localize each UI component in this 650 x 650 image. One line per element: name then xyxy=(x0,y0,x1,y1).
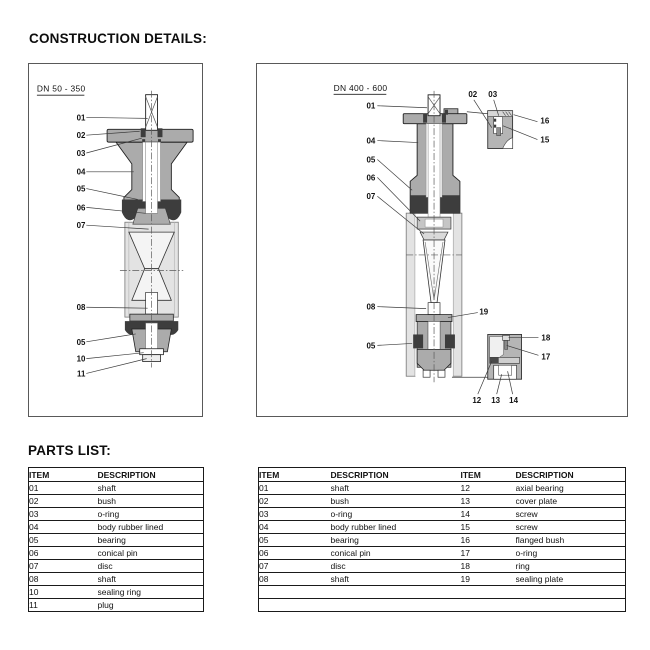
callout-label: 03 xyxy=(488,89,498,99)
item-cell: 03 xyxy=(29,508,98,521)
table-row xyxy=(259,547,626,560)
item-cell: 02 xyxy=(29,495,98,508)
callout-label: 14 xyxy=(509,396,519,406)
callout-label: 02 xyxy=(468,89,478,99)
item-cell: 10 xyxy=(29,586,98,599)
description-cell xyxy=(331,586,461,599)
item-cell xyxy=(259,599,331,612)
table-row xyxy=(29,495,204,508)
callout-label: 12 xyxy=(472,396,482,406)
table-header-row xyxy=(259,468,626,482)
table-row xyxy=(29,521,204,534)
description-cell: shaft xyxy=(98,573,204,586)
table-row xyxy=(29,482,204,495)
item-cell: 11 xyxy=(29,599,98,612)
description-cell: bush xyxy=(98,495,204,508)
item-cell: 08 xyxy=(29,573,98,586)
table-row xyxy=(29,586,204,599)
description-cell: shaft xyxy=(98,482,204,495)
parts-table-dn400-600 xyxy=(258,467,626,612)
item-cell: 16 xyxy=(461,534,516,547)
callout-label: 05 xyxy=(366,155,376,165)
valve-drawing-dn50-350 xyxy=(29,64,202,416)
description-cell xyxy=(331,599,461,612)
callout-label: 01 xyxy=(76,113,86,123)
size-range-label: DN 400 - 600 xyxy=(333,82,388,93)
parts-list-title: PARTS LIST: xyxy=(28,443,111,458)
description-cell: o-ring xyxy=(98,508,204,521)
column-header-description: DESCRIPTION xyxy=(331,468,461,482)
column-header-item: ITEM xyxy=(29,468,98,482)
valve-drawing-dn400-600 xyxy=(257,64,627,416)
callout-label: 08 xyxy=(366,302,376,312)
description-cell: bearing xyxy=(98,534,204,547)
diagram-panel-dn400-600 xyxy=(256,63,628,417)
callout-label: 07 xyxy=(76,221,86,231)
item-cell: 05 xyxy=(259,534,331,547)
item-cell: 07 xyxy=(29,560,98,573)
callout-label: 11 xyxy=(77,369,86,379)
item-cell: 06 xyxy=(259,547,331,560)
item-cell: 19 xyxy=(461,573,516,586)
description-cell: sealing ring xyxy=(98,586,204,599)
table-row xyxy=(259,586,626,599)
item-cell: 14 xyxy=(461,508,516,521)
table-row xyxy=(29,508,204,521)
description-cell: body rubber lined xyxy=(331,521,461,534)
callout-label: 06 xyxy=(366,173,376,183)
description-cell: screw xyxy=(516,521,626,534)
item-cell xyxy=(461,586,516,599)
description-cell xyxy=(516,599,626,612)
page-title: CONSTRUCTION DETAILS: xyxy=(29,31,207,46)
column-header-item: ITEM xyxy=(461,468,516,482)
table-row xyxy=(29,547,204,560)
item-cell: 03 xyxy=(259,508,331,521)
table-row xyxy=(259,534,626,547)
item-cell: 05 xyxy=(29,534,98,547)
description-cell: shaft xyxy=(331,482,461,495)
table-row xyxy=(259,560,626,573)
description-cell: ring xyxy=(516,560,626,573)
column-header-description: DESCRIPTION xyxy=(516,468,626,482)
description-cell: conical pin xyxy=(331,547,461,560)
callout-label: 07 xyxy=(366,192,376,202)
item-cell: 17 xyxy=(461,547,516,560)
item-cell: 02 xyxy=(259,495,331,508)
size-range-label: DN 50 - 350 xyxy=(36,83,86,94)
detail-inset-top xyxy=(467,111,513,149)
description-cell: conical pin xyxy=(98,547,204,560)
item-cell: 12 xyxy=(461,482,516,495)
table-row xyxy=(29,599,204,612)
item-cell: 13 xyxy=(461,495,516,508)
table-row xyxy=(259,599,626,612)
callout-label: 08 xyxy=(76,303,86,313)
callout-label: 05 xyxy=(366,341,376,351)
item-cell: 01 xyxy=(259,482,331,495)
callout-label: 13 xyxy=(491,396,501,406)
table-row xyxy=(29,534,204,547)
callout-label: 03 xyxy=(76,148,86,158)
description-cell: screw xyxy=(516,508,626,521)
item-cell xyxy=(461,599,516,612)
description-cell: shaft xyxy=(331,573,461,586)
item-cell xyxy=(259,586,331,599)
description-cell: o-ring xyxy=(516,547,626,560)
table-row xyxy=(259,495,626,508)
description-cell: bearing xyxy=(331,534,461,547)
description-cell: axial bearing xyxy=(516,482,626,495)
callout-label: 02 xyxy=(76,131,86,141)
table-row xyxy=(259,482,626,495)
description-cell: disc xyxy=(331,560,461,573)
item-cell: 01 xyxy=(29,482,98,495)
table-row xyxy=(259,508,626,521)
callout-label: 19 xyxy=(479,307,489,317)
description-cell: bush xyxy=(331,495,461,508)
callout-label: 05 xyxy=(76,337,86,347)
callout-label: 17 xyxy=(541,352,551,362)
item-cell: 04 xyxy=(259,521,331,534)
diagram-panel-dn50-350 xyxy=(28,63,203,417)
description-cell: o-ring xyxy=(331,508,461,521)
table-row xyxy=(29,560,204,573)
table-header-row xyxy=(29,468,204,482)
table-row xyxy=(259,521,626,534)
item-cell: 08 xyxy=(259,573,331,586)
callout-label: 10 xyxy=(76,354,86,364)
item-cell: 07 xyxy=(259,560,331,573)
callout-label: 18 xyxy=(541,333,551,343)
description-cell: body rubber lined xyxy=(98,521,204,534)
table-row xyxy=(29,573,204,586)
item-cell: 04 xyxy=(29,521,98,534)
item-cell: 15 xyxy=(461,521,516,534)
description-cell: cover plate xyxy=(516,495,626,508)
callout-label: 04 xyxy=(366,136,376,146)
description-cell: flanged bush xyxy=(516,534,626,547)
callout-label: 16 xyxy=(540,116,550,126)
description-cell xyxy=(516,586,626,599)
parts-table-dn50-350 xyxy=(28,467,204,612)
item-cell: 06 xyxy=(29,547,98,560)
column-header-description: DESCRIPTION xyxy=(98,468,204,482)
item-cell: 18 xyxy=(461,560,516,573)
description-cell: plug xyxy=(98,599,204,612)
top-flange xyxy=(107,129,193,142)
callout-label: 15 xyxy=(540,135,550,145)
callout-label: 06 xyxy=(76,203,86,213)
description-cell: disc xyxy=(98,560,204,573)
callout-label: 04 xyxy=(76,167,86,177)
column-header-item: ITEM xyxy=(259,468,331,482)
callout-label: 01 xyxy=(366,101,376,111)
table-row xyxy=(259,573,626,586)
description-cell: sealing plate xyxy=(516,573,626,586)
callout-label: 05 xyxy=(76,184,86,194)
